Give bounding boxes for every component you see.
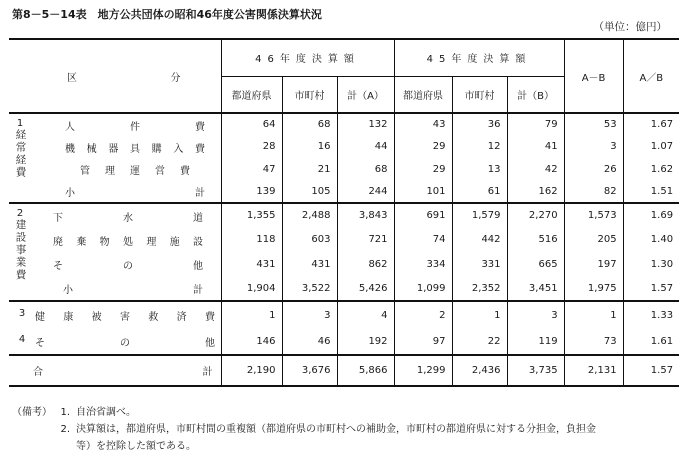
note-number: 2. [60,424,70,435]
cell: 1,355 [221,203,282,228]
note-number: 1. [60,407,70,418]
table-row [9,203,679,228]
kubun-left: 区 [67,72,77,84]
cell: 43 [394,113,452,136]
section-1-cell [9,113,221,203]
cell: 431 [221,252,282,277]
cell: 1.51 [623,181,679,204]
cell: 68 [282,113,337,136]
cell: 16 [282,136,337,159]
total-label-left: 合 [33,367,43,378]
cell: 146 [221,328,282,355]
cell: 197 [564,252,623,277]
cell: 41 [507,136,564,159]
row-item-label: その他 [53,260,203,272]
row-item-label: 健康被害救済費 [35,311,215,323]
cell: 53 [564,113,623,136]
cell: 3,676 [282,355,337,386]
section-1-number: 1 [16,118,24,129]
cell: 1.07 [623,136,679,159]
sub-header-muni-45: 市町村 [452,76,507,113]
a-minus-b-header: A－B [564,39,623,113]
cell: 1 [221,301,282,328]
cell: 13 [452,158,507,181]
cell: 1.57 [623,355,679,386]
budget-table [9,38,679,387]
cell: 2,488 [282,203,337,228]
cell: 2,131 [564,355,623,386]
group-46-header: 46年度決算額 [221,39,394,76]
cell: 3 [282,301,337,328]
cell: 603 [282,228,337,253]
cell: 47 [221,158,282,181]
cell: 42 [507,158,564,181]
table-title: 第8－5－14表 地方公共団体の昭和46年度公害関係決算状況 [12,8,322,21]
cell: 334 [394,252,452,277]
cell: 1,904 [221,277,282,302]
cell: 691 [394,203,452,228]
kubun-right: 分 [170,72,181,84]
row-label-cell [9,301,221,328]
cell: 431 [282,252,337,277]
cell: 5,426 [337,277,394,302]
cell: 1.69 [623,203,679,228]
notes-label: （備考） [12,407,52,418]
cell: 331 [452,252,507,277]
cell: 721 [337,228,394,253]
cell: 22 [452,328,507,355]
cell: 26 [564,158,623,181]
cell: 46 [282,328,337,355]
sub-header-total-a: 計（A） [337,76,394,113]
row-item-label: 下水道 [53,212,203,224]
cell: 205 [564,228,623,253]
table-row [9,113,679,136]
cell: 244 [337,181,394,204]
sub-header-pref-46: 都道府県 [221,76,282,113]
table-row [9,301,679,328]
cell: 2,436 [452,355,507,386]
cell: 2 [394,301,452,328]
cell: 5,866 [337,355,394,386]
total-label-cell [9,355,221,386]
cell: 1.40 [623,228,679,253]
sub-header-total-b: 計（B） [507,76,564,113]
cell: 119 [507,328,564,355]
cell: 61 [452,181,507,204]
cell: 3 [507,301,564,328]
cell: 1,299 [394,355,452,386]
cell: 862 [337,252,394,277]
cell: 21 [282,158,337,181]
cell: 1,099 [394,277,452,302]
total-row [9,355,679,386]
cell: 132 [337,113,394,136]
notes [12,404,596,455]
sub-header-muni-46: 市町村 [282,76,337,113]
cell: 1.67 [623,113,679,136]
cell: 101 [394,181,452,204]
cell: 118 [221,228,282,253]
cell: 36 [452,113,507,136]
row-number: 4 [18,333,26,345]
cell: 1.33 [623,301,679,328]
cell: 3,735 [507,355,564,386]
table-row [9,328,679,355]
note-text: 自治省調べ。 [76,407,136,418]
kubun-header [9,39,221,113]
cell: 79 [507,113,564,136]
cell: 1 [564,301,623,328]
header-row-1 [9,39,679,76]
note-line [12,404,596,421]
sub-header-pref-45: 都道府県 [394,76,452,113]
cell: 97 [394,328,452,355]
row-item-label: 小計 [63,284,203,296]
cell: 12 [452,136,507,159]
cell: 2,352 [452,277,507,302]
cell: 28 [221,136,282,159]
row-item-label: 人件費 [65,121,205,133]
cell: 162 [507,181,564,204]
cell: 74 [394,228,452,253]
group-45-header: 45年度決算額 [394,39,564,76]
cell: 665 [507,252,564,277]
cell: 82 [564,181,623,204]
row-item-label: 廃棄物処理施設 [53,236,203,248]
cell: 29 [394,136,452,159]
unit-label: （単位：億円） [593,21,667,33]
cell: 1.62 [623,158,679,181]
row-item-label: 小計 [65,187,205,199]
row-number: 3 [18,307,26,319]
note-line [12,421,596,438]
cell: 3,522 [282,277,337,302]
note-text: 等）を控除した額である。 [76,441,196,452]
note-line [12,438,596,455]
cell: 442 [452,228,507,253]
cell: 64 [221,113,282,136]
cell: 1.61 [623,328,679,355]
cell: 2,190 [221,355,282,386]
cell: 516 [507,228,564,253]
cell: 1.30 [623,252,679,277]
section-1-label: 経常経費 [14,129,27,179]
cell: 1.57 [623,277,679,302]
cell: 192 [337,328,394,355]
cell: 1 [452,301,507,328]
section-2-label: 建設事業費 [14,219,27,282]
row-item-label: 機械器具購入費 [65,143,205,155]
cell: 1,975 [564,277,623,302]
cell: 1,573 [564,203,623,228]
cell: 68 [337,158,394,181]
note-text: 決算額は，都道府県，市町村間の重複額（都道府県の市町村への補助金，市町村の都道府県に対する分担金，負担金 [76,424,596,435]
cell: 29 [394,158,452,181]
cell: 139 [221,181,282,204]
total-label-right: 計 [202,367,213,378]
cell: 73 [564,328,623,355]
cell: 3 [564,136,623,159]
row-item-label: 管理運営費 [80,165,190,177]
cell: 2,270 [507,203,564,228]
cell: 3,451 [507,277,564,302]
cell: 105 [282,181,337,204]
row-item-label: その他 [35,337,215,349]
cell: 3,843 [337,203,394,228]
section-2-number: 2 [16,208,24,219]
cell: 1,579 [452,203,507,228]
row-label-cell [9,328,221,355]
cell: 44 [337,136,394,159]
cell: 4 [337,301,394,328]
section-2-cell [9,203,221,301]
a-div-b-header: A／B [623,39,679,113]
